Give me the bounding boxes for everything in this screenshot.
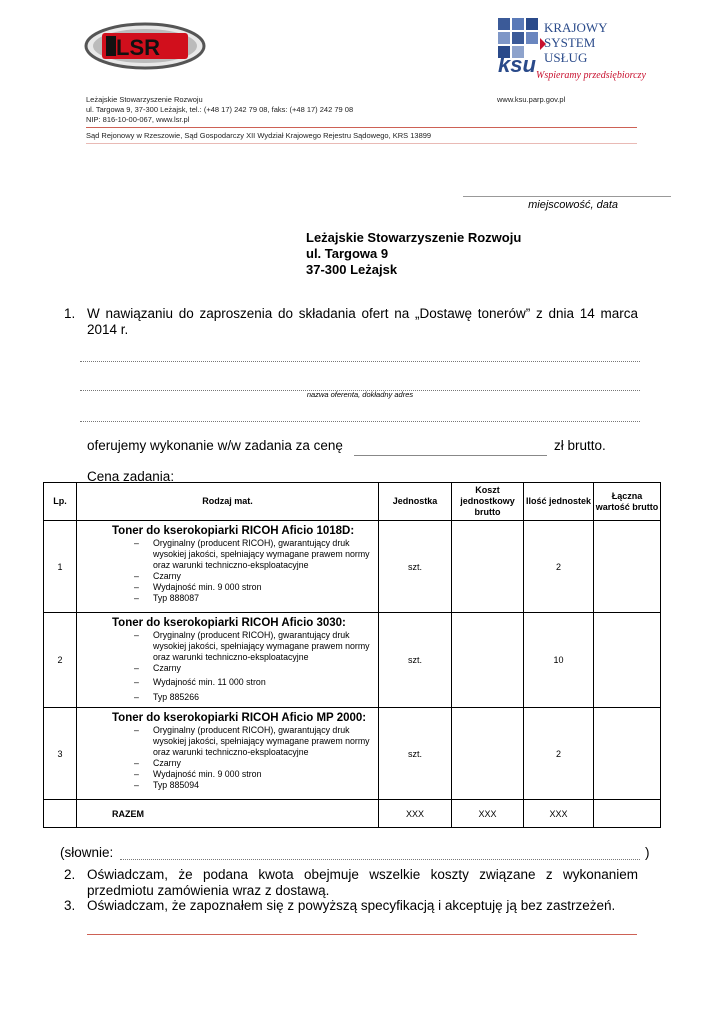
offeror-line-1[interactable] [80, 361, 640, 362]
spec-item: – Typ 885094 [134, 780, 374, 791]
row-quantity: 10 [524, 613, 594, 708]
table-header-row [44, 483, 661, 521]
para2-text: Oświadczam, że podana kwota obejmuje wszelkie koszty związane z wykonaniem przedmiotu zamówienia wraz z dostawą. [87, 867, 638, 898]
row-lp: 2 [44, 613, 77, 708]
recipient-street: ul. Targowa 9 [306, 246, 389, 261]
offer-price-prefix: oferujemy wykonanie w/w zadania za cenę [87, 438, 343, 453]
recipient-city: 37-300 Leżajsk [306, 262, 398, 277]
offer-price-field[interactable] [354, 455, 547, 456]
para3-text: Oświadczam, że zapoznałem się z powyższą specyfikacją i akceptuję ją bez zastrzeżeń. [87, 898, 616, 913]
total-unit-cost: XXX [452, 800, 524, 828]
recipient-name: Leżajskie Stowarzyszenie Rozwoju [306, 230, 522, 245]
spec-item: – Czarny [134, 571, 374, 582]
product-title: Toner do kserokopiarki RICOH Aficio MP 2000: [112, 712, 367, 724]
offeror-line-3[interactable] [80, 421, 640, 422]
product-specs [134, 538, 374, 604]
col-header-unit: Jednostka [379, 483, 452, 521]
para1-number: 1. [64, 306, 76, 321]
col-header-lp: Lp. [44, 483, 77, 521]
spec-table [43, 482, 661, 828]
header-org-address: ul. Targowa 9, 37-300 Leżajsk, tel.: (+48 17) 242 79 08, faks: (+48 17) 242 79 08 [86, 105, 354, 114]
header-ksu-url[interactable]: www.ksu.parp.gov.pl [497, 95, 566, 104]
row-unit: szt. [379, 521, 452, 613]
ksu-logo-line-3: USŁUG [544, 50, 588, 65]
spec-item: – Wydajność min. 9 000 stron [134, 582, 374, 593]
row-quantity: 2 [524, 521, 594, 613]
words-field[interactable] [120, 859, 640, 860]
table-total-row [44, 800, 661, 828]
row-unit: szt. [379, 708, 452, 800]
place-date-field[interactable] [463, 196, 671, 197]
total-label: RAZEM [77, 800, 379, 828]
row-description [77, 613, 379, 708]
col-header-quantity: Ilość jednostek [524, 483, 594, 521]
words-open: (słownie: [60, 845, 114, 860]
para2-number: 2. [64, 867, 76, 882]
row-unit-cost-cell[interactable] [452, 613, 524, 708]
footer-divider [87, 934, 637, 935]
spec-item: – Typ 885266 [134, 690, 374, 704]
row-lp: 1 [44, 521, 77, 613]
ksu-slogan: Wspieramy przedsiębiorczych [536, 70, 646, 81]
col-header-unit-cost: Koszt jednostkowy brutto [452, 483, 524, 521]
header-divider [86, 127, 637, 128]
ksu-logo-line-2: SYSTEM [544, 35, 596, 50]
header-divider-2 [86, 143, 637, 144]
total-value-cell[interactable] [594, 800, 661, 828]
spec-item: – Oryginalny (producent RICOH), gwarantujący druk wysokiej jakości, spełniający wymagane prawem normy oraz warunki techniczno-eksploatacyjne [134, 538, 374, 571]
para3-number: 3. [64, 898, 76, 913]
row-description [77, 521, 379, 613]
para1-text: W nawiązaniu do zaproszenia do składania ofert na „Dostawę tonerów” z dnia 14 marca 2014 r. [87, 306, 638, 337]
col-header-material: Rodzaj mat. [77, 483, 379, 521]
col-header-total: Łączna wartość brutto [594, 483, 661, 521]
words-close: ) [645, 845, 650, 860]
spec-item: – Wydajność min. 11 000 stron [134, 674, 374, 690]
header-org-ids: NIP: 816-10-00-067, www.lsr.pl [86, 115, 190, 124]
row-total-cell[interactable] [594, 613, 661, 708]
spec-item: – Typ 888087 [134, 593, 374, 604]
header-org-name: Leżajskie Stowarzyszenie Rozwoju [86, 95, 203, 104]
ksu-logo-line-1: KRAJOWY [544, 20, 608, 35]
product-specs [134, 630, 374, 704]
lsr-logo-text: LSR [116, 35, 160, 60]
row-description [77, 708, 379, 800]
recipient-address [306, 230, 521, 278]
row-total-cell[interactable] [594, 708, 661, 800]
row-unit-cost-cell[interactable] [452, 708, 524, 800]
offeror-label: nazwa oferenta, dokładny adres [306, 390, 414, 399]
ksu-logo-short: ksu [498, 52, 536, 77]
header-org-block [86, 95, 353, 125]
row-total-cell[interactable] [594, 521, 661, 613]
product-title: Toner do kserokopiarki RICOH Aficio 3030: [112, 617, 346, 629]
place-date-label: miejscowość, data [528, 199, 618, 211]
row-unit-cost-cell[interactable] [452, 521, 524, 613]
spec-item: – Czarny [134, 758, 374, 769]
spec-item: – Czarny [134, 663, 374, 674]
product-specs [134, 725, 374, 791]
table-row [44, 708, 661, 800]
total-quantity: XXX [524, 800, 594, 828]
spec-item: – Wydajność min. 9 000 stron [134, 769, 374, 780]
row-quantity: 2 [524, 708, 594, 800]
spec-item: – Oryginalny (producent RICOH), gwarantujący druk wysokiej jakości, spełniający wymagane prawem normy oraz warunki techniczno-eksploatacyjne [134, 725, 374, 758]
spec-item: – Oryginalny (producent RICOH), gwarantujący druk wysokiej jakości, spełniający wymagane prawem normy oraz warunki techniczno-eksploatacyjne [134, 630, 374, 663]
offer-price-suffix: zł brutto. [554, 438, 606, 453]
row-lp: 3 [44, 708, 77, 800]
task-price-label: Cena zadania: [87, 469, 175, 484]
ksu-logo [496, 16, 646, 86]
lsr-logo [84, 22, 206, 70]
header-court-info: Sąd Rejonowy w Rzeszowie, Sąd Gospodarczy XII Wydział Krajowego Rejestru Sądowego, KRS 13899 [86, 131, 432, 140]
total-lp-cell [44, 800, 77, 828]
table-row [44, 521, 661, 613]
row-unit: szt. [379, 613, 452, 708]
total-unit: XXX [379, 800, 452, 828]
product-title: Toner do kserokopiarki RICOH Aficio 1018D: [112, 525, 355, 537]
table-row [44, 613, 661, 708]
